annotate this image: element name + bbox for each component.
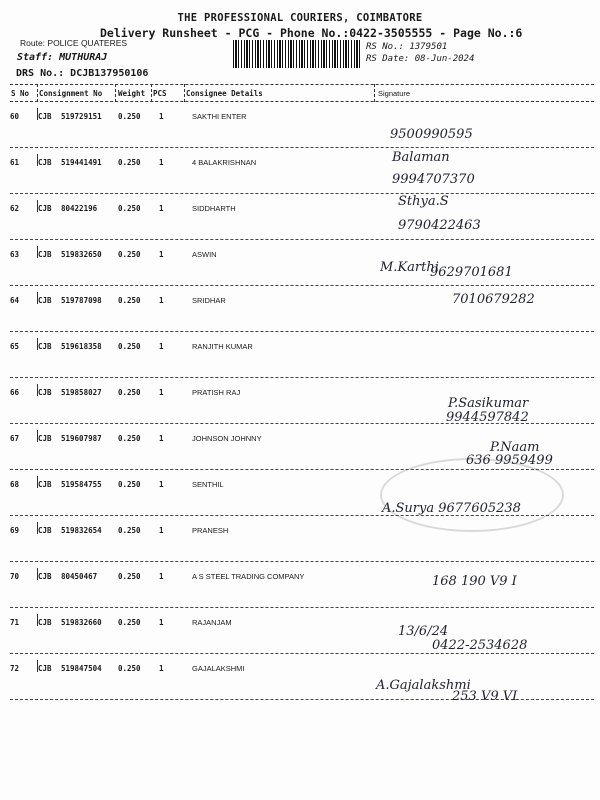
- row-consignment-number: 519729151: [61, 112, 102, 121]
- table-row: [0, 194, 600, 240]
- row-weight: 0.250: [118, 664, 141, 673]
- handwritten-signature: 9994707370: [392, 172, 475, 187]
- row-consignment-number: 519618358: [61, 342, 102, 351]
- handwritten-signature: 168 190 V9 I: [432, 574, 517, 589]
- row-weight: 0.250: [118, 480, 141, 489]
- row-pcs: 1: [159, 664, 164, 673]
- row-weight: 0.250: [118, 388, 141, 397]
- row-weight: 0.250: [118, 434, 141, 443]
- rs-date: RS Date: 08-Jun-2024: [366, 54, 475, 64]
- row-marker: [37, 154, 38, 166]
- row-sno: 71: [10, 618, 20, 627]
- handwritten-signature: 9790422463: [398, 218, 481, 233]
- handwritten-signature: 636 9959499: [466, 453, 553, 468]
- header-divider: [37, 84, 38, 102]
- row-consignment-number: 519832650: [61, 250, 102, 259]
- header-divider: [115, 84, 116, 102]
- row-consignment-number: 519832660: [61, 618, 102, 627]
- handwritten-signature: P.Sasikumar: [448, 396, 529, 411]
- row-consignee-name: SIDDHARTH: [192, 204, 236, 213]
- col-pcs: PCS: [153, 89, 167, 98]
- col-sno: S No: [11, 89, 30, 98]
- row-consignment-prefix: CJB: [38, 664, 52, 673]
- row-consignment-prefix: CJB: [38, 618, 52, 627]
- row-sno: 61: [10, 158, 20, 167]
- row-sno: 68: [10, 480, 20, 489]
- row-consignment-prefix: CJB: [38, 388, 52, 397]
- row-consignment-number: 519847504: [61, 664, 102, 673]
- row-marker: [37, 246, 38, 258]
- row-consignment-prefix: CJB: [38, 526, 52, 535]
- row-consignment-prefix: CJB: [38, 480, 52, 489]
- row-sno: 70: [10, 572, 20, 581]
- row-marker: [37, 476, 38, 488]
- row-weight: 0.250: [118, 526, 141, 535]
- col-weight: Weight: [118, 89, 146, 98]
- row-marker: [37, 108, 38, 120]
- row-consignment-prefix: CJB: [38, 296, 52, 305]
- row-consignee-name: JOHNSON JOHNNY: [192, 434, 262, 443]
- row-weight: 0.250: [118, 618, 141, 627]
- row-marker: [37, 200, 38, 212]
- company-name: THE PROFESSIONAL COURIERS, COIMBATORE: [177, 12, 423, 24]
- row-consignee-name: RAJANJAM: [192, 618, 232, 627]
- row-consignee-name: 4 BALAKRISHNAN: [192, 158, 257, 167]
- row-weight: 0.250: [118, 572, 141, 581]
- row-consignee-name: SENTHIL: [192, 480, 224, 489]
- table-row: [0, 102, 600, 148]
- handwritten-signature: 253 V9 VI: [452, 689, 518, 704]
- row-consignment-number: 519607987: [61, 434, 102, 443]
- row-consignment-number: 519441491: [61, 158, 102, 167]
- header-divider: [184, 84, 185, 102]
- header-divider: [374, 84, 375, 102]
- handwritten-signature: 7010679282: [452, 292, 535, 307]
- row-pcs: 1: [159, 158, 164, 167]
- row-consignment-prefix: CJB: [38, 572, 52, 581]
- handwritten-signature: 9944597842: [446, 410, 529, 425]
- handwritten-signature: 9629701681: [430, 265, 513, 280]
- row-sno: 69: [10, 526, 20, 535]
- row-pcs: 1: [159, 388, 164, 397]
- row-marker: [37, 522, 38, 534]
- row-pcs: 1: [159, 572, 164, 581]
- row-consignee-name: GAJALAKSHMI: [192, 664, 245, 673]
- row-pcs: 1: [159, 618, 164, 627]
- row-consignment-number: 80422196: [61, 204, 98, 213]
- row-marker: [37, 338, 38, 350]
- handwritten-signature: 0422-2534628: [432, 638, 528, 653]
- row-consignment-number: 519787098: [61, 296, 102, 305]
- row-marker: [37, 614, 38, 626]
- row-pcs: 1: [159, 342, 164, 351]
- row-consignment-number: 519832654: [61, 526, 102, 535]
- row-pcs: 1: [159, 480, 164, 489]
- row-consignment-prefix: CJB: [38, 158, 52, 167]
- row-consignee-name: PRATISH RAJ: [192, 388, 241, 397]
- row-consignment-prefix: CJB: [38, 250, 52, 259]
- table-row: [0, 516, 600, 562]
- row-marker: [37, 430, 38, 442]
- row-marker: [37, 660, 38, 672]
- handwritten-signature: P.Naam: [490, 440, 540, 455]
- row-consignee-name: PRANESH: [192, 526, 229, 535]
- table-row: [0, 332, 600, 378]
- row-consignment-number: 519858027: [61, 388, 102, 397]
- row-consignment-number: 80450467: [61, 572, 98, 581]
- col-consignee: Consignee Details: [186, 89, 263, 98]
- handwritten-signature: Balaman: [392, 150, 450, 165]
- row-weight: 0.250: [118, 158, 141, 167]
- col-consignment: Consignment No: [39, 89, 103, 98]
- route-label: Route: POLICE QUATERES: [20, 38, 128, 48]
- rs-number: RS No.: 1379501: [366, 42, 448, 52]
- handwritten-signature: A.Surya 9677605238: [382, 501, 521, 516]
- staff-label: Staff: MUTHURAJ: [17, 52, 108, 63]
- row-consignment-prefix: CJB: [38, 342, 52, 351]
- row-pcs: 1: [159, 296, 164, 305]
- row-consignee-name: ASWIN: [192, 250, 217, 259]
- row-consignee-name: A S STEEL TRADING COMPANY: [192, 572, 305, 581]
- row-consignee-name: SAKTHI ENTER: [192, 112, 247, 121]
- row-weight: 0.250: [118, 204, 141, 213]
- row-pcs: 1: [159, 250, 164, 259]
- row-consignment-prefix: CJB: [38, 204, 52, 213]
- row-sno: 63: [10, 250, 20, 259]
- header-top-rule: [10, 84, 594, 85]
- drs-number: DRS No.: DCJB137950106: [16, 68, 149, 79]
- row-consignment-prefix: CJB: [38, 434, 52, 443]
- row-weight: 0.250: [118, 342, 141, 351]
- row-marker: [37, 384, 38, 396]
- row-weight: 0.250: [118, 296, 141, 305]
- row-sno: 72: [10, 664, 20, 673]
- row-sno: 67: [10, 434, 20, 443]
- table-row: [0, 148, 600, 194]
- header-divider: [151, 84, 152, 102]
- row-marker: [37, 292, 38, 304]
- row-weight: 0.250: [118, 112, 141, 121]
- row-sno: 62: [10, 204, 20, 213]
- col-signature: Signature: [378, 89, 411, 98]
- handwritten-signature: Sthya.S: [398, 194, 449, 209]
- row-pcs: 1: [159, 204, 164, 213]
- row-sno: 65: [10, 342, 20, 351]
- row-sno: 60: [10, 112, 20, 121]
- row-marker: [37, 568, 38, 580]
- row-consignment-prefix: CJB: [38, 112, 52, 121]
- row-sno: 64: [10, 296, 20, 305]
- row-pcs: 1: [159, 526, 164, 535]
- row-pcs: 1: [159, 434, 164, 443]
- row-pcs: 1: [159, 112, 164, 121]
- row-weight: 0.250: [118, 250, 141, 259]
- row-sno: 66: [10, 388, 20, 397]
- row-consignment-number: 519584755: [61, 480, 102, 489]
- barcode-image: [233, 40, 360, 68]
- handwritten-signature: 13/6/24: [398, 624, 449, 639]
- row-consignee-name: SRIDHAR: [192, 296, 226, 305]
- runsheet-title: Delivery Runsheet - PCG - Phone No.:0422-3505555 - Page No.:6: [100, 26, 523, 40]
- handwritten-signature: A.Gajalakshmi: [376, 678, 471, 693]
- handwritten-signature: M.Karthi: [380, 260, 439, 275]
- row-consignee-name: RANJITH KUMAR: [192, 342, 253, 351]
- handwritten-signature: 9500990595: [390, 127, 473, 142]
